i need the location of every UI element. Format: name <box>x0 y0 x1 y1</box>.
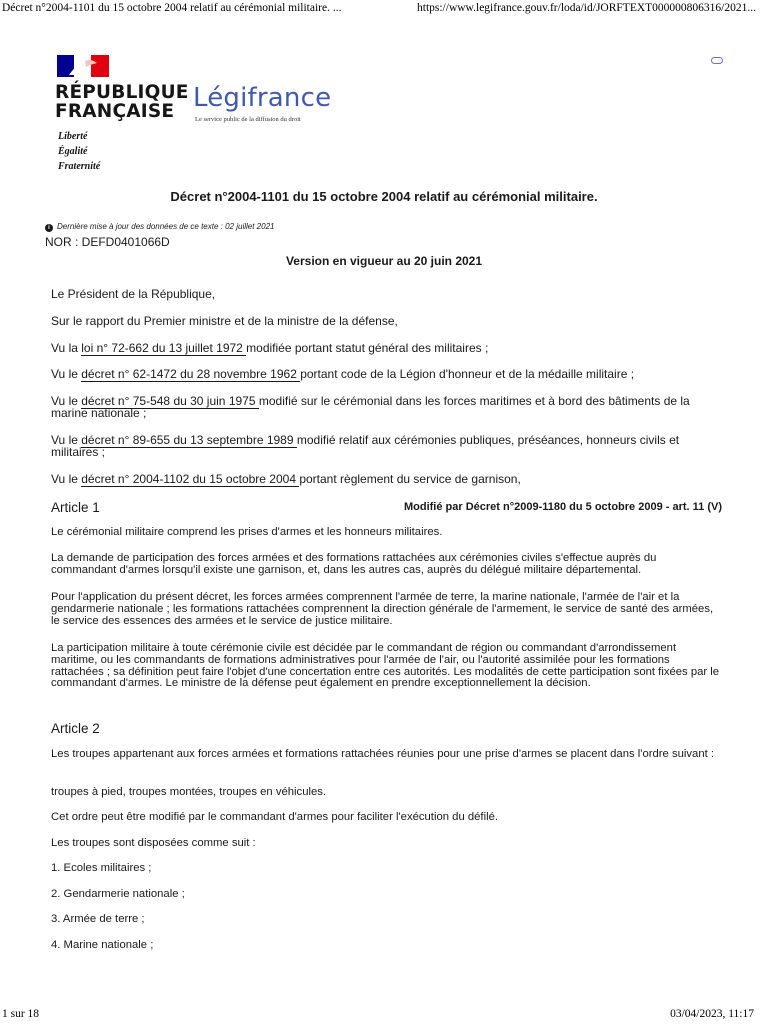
preamble-president: Le Président de la République, <box>51 287 216 301</box>
article-1-paragraph: La demande de participation des forces armées et des formations rattachées aux cérémonies civiles s'effectue auprès du commandant d'armes lorsqu'il existe une garnison, et, dans les autres cas, auprès du délégué militaire départemental. <box>51 552 657 576</box>
legifrance-header-logo[interactable] <box>55 55 355 175</box>
visa-decret-89-655: Vu le décret n° 89-655 du 13 septembre 1989 modifié relatif aux cérémonies publiques, préséances, honneurs civils et militaires ; <box>51 433 680 459</box>
document-title: Décret n°2004-1101 du 15 octobre 2004 relatif au cérémonial militaire. <box>170 189 598 204</box>
article-2-list-item: 1. Ecoles militaires ; <box>51 862 152 874</box>
visa-decret-62-1472: Vu le décret n° 62-1472 du 28 novembre 1962 portant code de la Légion d'honneur et de la médaille militaire ; <box>51 367 635 381</box>
article-1-title: Article 1 <box>51 500 100 515</box>
visa-decret-2004-1102: Vu le décret n° 2004-1102 du 15 octobre 2004 portant règlement du service de garnison, <box>51 472 521 486</box>
print-header-title: Décret n°2004-1101 du 15 octobre 2004 relatif au cérémonial militaire. ... <box>2 2 342 14</box>
article-1-paragraph: Pour l'application du présent décret, les forces armées comprennent l'armée de terre, la marine nationale, l'armée de l'air et la gendarmerie nationale ; les formations rattachées comprennent la direction générale de l'armement, le service de santé des armées, le service des essences des armées et le service de justice militaire. <box>51 591 714 627</box>
republique-francaise-name <box>55 83 189 121</box>
article-2-title: Article 2 <box>51 721 100 736</box>
preamble-rapport: Sur le rapport du Premier ministre et de la ministre de la défense, <box>51 314 398 328</box>
last-update-text: Dernière mise à jour des données de ce texte : 02 juillet 2021 <box>57 222 275 231</box>
republique-line: RÉPUBLIQUE <box>55 82 189 103</box>
legifrance-tagline: Le service public de la diffusion du droit <box>195 116 301 123</box>
article-2-paragraph: Les troupes sont disposées comme suit : <box>51 837 256 849</box>
version-in-force: Version en vigueur au 20 juin 2021 <box>285 254 483 268</box>
visa-loi-72-662: Vu la loi n° 72-662 du 13 juillet 1972 modifiée portant statut général des militaires ; <box>51 341 489 355</box>
article-2-paragraph: troupes à pied, troupes montées, troupes en véhicules. <box>51 786 327 798</box>
visa-decret-75-548: Vu le décret n° 75-548 du 30 juin 1975 modifié sur le cérémonial dans les forces maritimes et à bord des bâtiments de la marine nationale ; <box>51 394 690 420</box>
article-2-list-item: 3. Armée de terre ; <box>51 913 145 925</box>
devise-fraternite: Fraternité <box>58 161 101 172</box>
article-1-paragraph: Le cérémonial militaire comprend les prises d'armes et les honneurs militaires. <box>51 526 443 538</box>
devise-egalite: Égalité <box>58 146 88 157</box>
article-1-modification-link[interactable]: Modifié par Décret n°2009-1180 du 5 octobre 2009 - art. 11 (V) <box>403 501 722 513</box>
article-2-paragraph: Les troupes appartenant aux forces armées et formations rattachées réunies pour une prise d'armes se placent dans l'ordre suivant : <box>51 748 715 760</box>
print-header <box>0 2 768 16</box>
last-update-note <box>45 222 274 232</box>
article-2-list-item: 4. Marine nationale ; <box>51 939 154 951</box>
link-decret-75-548[interactable]: décret n° 75-548 du 30 juin 1975 <box>81 394 259 408</box>
article-2-paragraph: Cet ordre peut être modifié par le commandant d'armes pour faciliter l'exécution du défilé. <box>51 811 499 823</box>
devise <box>58 129 100 174</box>
article-1-paragraph: La participation militaire à toute cérémonie civile est décidée par le commandant de région ou commandant d'arrondissement maritime, ou les commandants de formations administratives pour l'armée de l'air, ou l'autorité assimilée pour les formations rattachées ; sa définition peut faire l'objet d'une concertation entre ces autorités. Les modalités de cette participation sont fixées par le commandant d'armes. Le ministre de la défense peut également en prendre exceptionnellement la décision. <box>51 642 720 690</box>
print-datetime: 03/04/2023, 11:17 <box>670 1008 754 1020</box>
menu-icon[interactable] <box>711 57 723 64</box>
link-decret-62-1472[interactable]: décret n° 62-1472 du 28 novembre 1962 <box>81 367 301 381</box>
link-decret-89-655[interactable]: décret n° 89-655 du 13 septembre 1989 <box>81 433 297 447</box>
nor-reference: NOR : DEFD0401066D <box>45 235 170 249</box>
francaise-line: FRANÇAISE <box>55 101 175 122</box>
print-footer <box>0 1008 768 1022</box>
link-loi-72-662[interactable]: loi n° 72-662 du 13 juillet 1972 <box>81 341 247 355</box>
info-icon: i <box>45 224 53 232</box>
marianne-logo-icon <box>57 55 109 77</box>
link-decret-2004-1102[interactable]: décret n° 2004-1102 du 15 octobre 2004 <box>81 472 300 486</box>
article-2-list-item: 2. Gendarmerie nationale ; <box>51 888 185 900</box>
print-header-url: https://www.legifrance.gouv.fr/loda/id/JORFTEXT000000806316/2021... <box>417 2 756 14</box>
page-number: 1 sur 18 <box>2 1008 40 1020</box>
legifrance-site-name: Légifrance <box>193 83 332 113</box>
devise-liberte: Liberté <box>58 131 88 142</box>
